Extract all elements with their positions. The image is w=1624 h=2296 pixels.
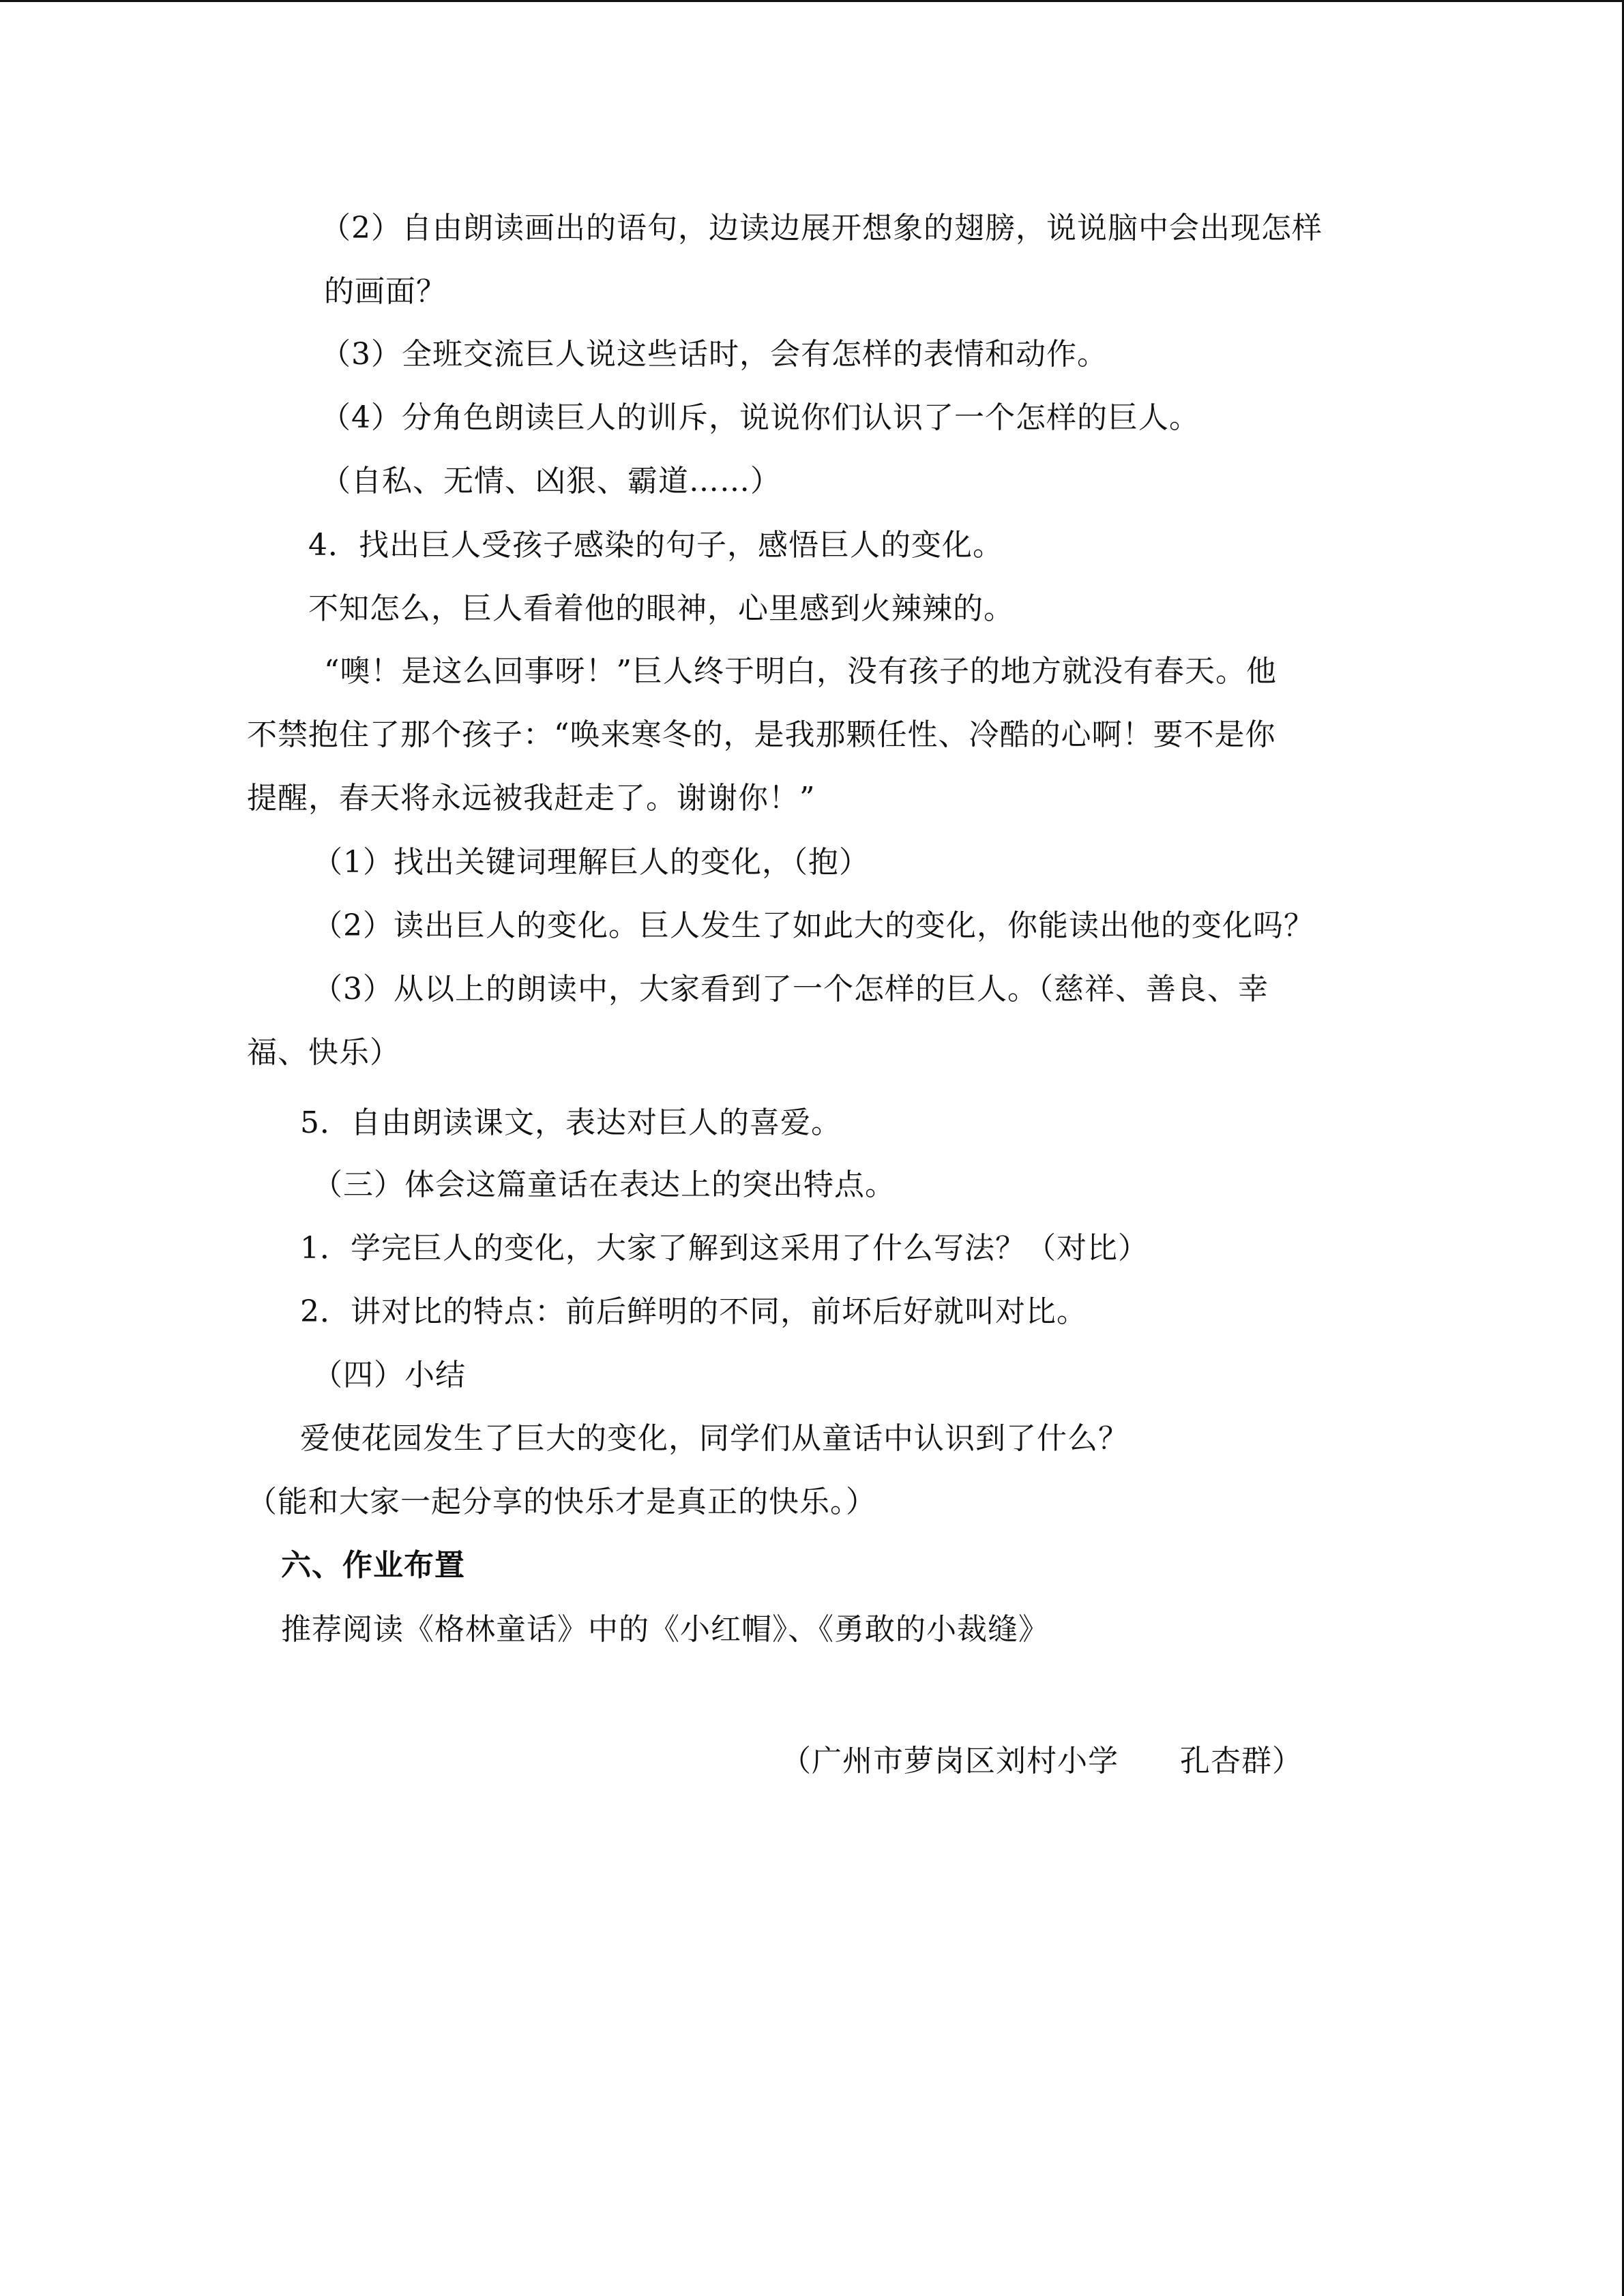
- text-line: （2）自由朗读画出的语句，边读边展开想象的翅膀，说说脑中会出现怎样: [321, 211, 1323, 245]
- text-line: 提醒，春天将永远被我赶走了。谢谢你！”: [247, 781, 816, 816]
- author-credit: （广州市萝岗区刘村小学 孔杏群）: [781, 1744, 1303, 1778]
- text-line: “噢！是这么回事呀！”巨人终于明白，没有孩子的地方就没有春天。他: [324, 654, 1277, 689]
- text-line: （自私、无情、凶狠、霸道……）: [321, 464, 781, 498]
- text-line: 的画面？: [324, 274, 447, 309]
- text-line: 5．自由朗读课文，表达对巨人的喜爱。: [300, 1105, 842, 1140]
- text-line: （2）读出巨人的变化。巨人发生了如此大的变化，你能读出他的变化吗？: [312, 908, 1314, 943]
- text-line: 1．学完巨人的变化，大家了解到这采用了什么写法？（对比）: [300, 1231, 1149, 1266]
- text-line: （1）找出关键词理解巨人的变化，（抱）: [312, 845, 870, 880]
- text-line: 福、快乐）: [247, 1035, 400, 1070]
- text-line: 推荐阅读《格林童话》中的《小红帽》、《勇敢的小裁缝》: [281, 1612, 1049, 1647]
- text-line: 不知怎么，巨人看着他的眼神，心里感到火辣辣的。: [308, 591, 1014, 626]
- text-line: （三）体会这篇童话在表达上的突出特点。: [312, 1167, 896, 1202]
- top-border-line: [0, 0, 1624, 2]
- text-line: （四）小结: [312, 1358, 466, 1392]
- text-line: （4）分角色朗读巨人的训斥，说说你们认识了一个怎样的巨人。: [321, 400, 1200, 435]
- text-line: 爱使花园发生了巨大的变化，同学们从童话中认识到了什么？: [300, 1421, 1129, 1456]
- text-line: （3）全班交流巨人说这些话时，会有怎样的表情和动作。: [321, 337, 1108, 372]
- text-line: 2．讲对比的特点：前后鲜明的不同，前坏后好就叫对比。: [300, 1294, 1087, 1329]
- section-heading: 六、作业布置: [281, 1548, 465, 1583]
- text-line: （3）从以上的朗读中，大家看到了一个怎样的巨人。（慈祥、善良、幸: [312, 972, 1269, 1007]
- text-line: 4．找出巨人受孩子感染的句子，感悟巨人的变化。: [308, 528, 1003, 563]
- text-line: （能和大家一起分享的快乐才是真正的快乐。）: [247, 1485, 876, 1519]
- text-line: 不禁抱住了那个孩子：“唤来寒冬的，是我那颗任性、冷酷的心啊！要不是你: [247, 717, 1276, 752]
